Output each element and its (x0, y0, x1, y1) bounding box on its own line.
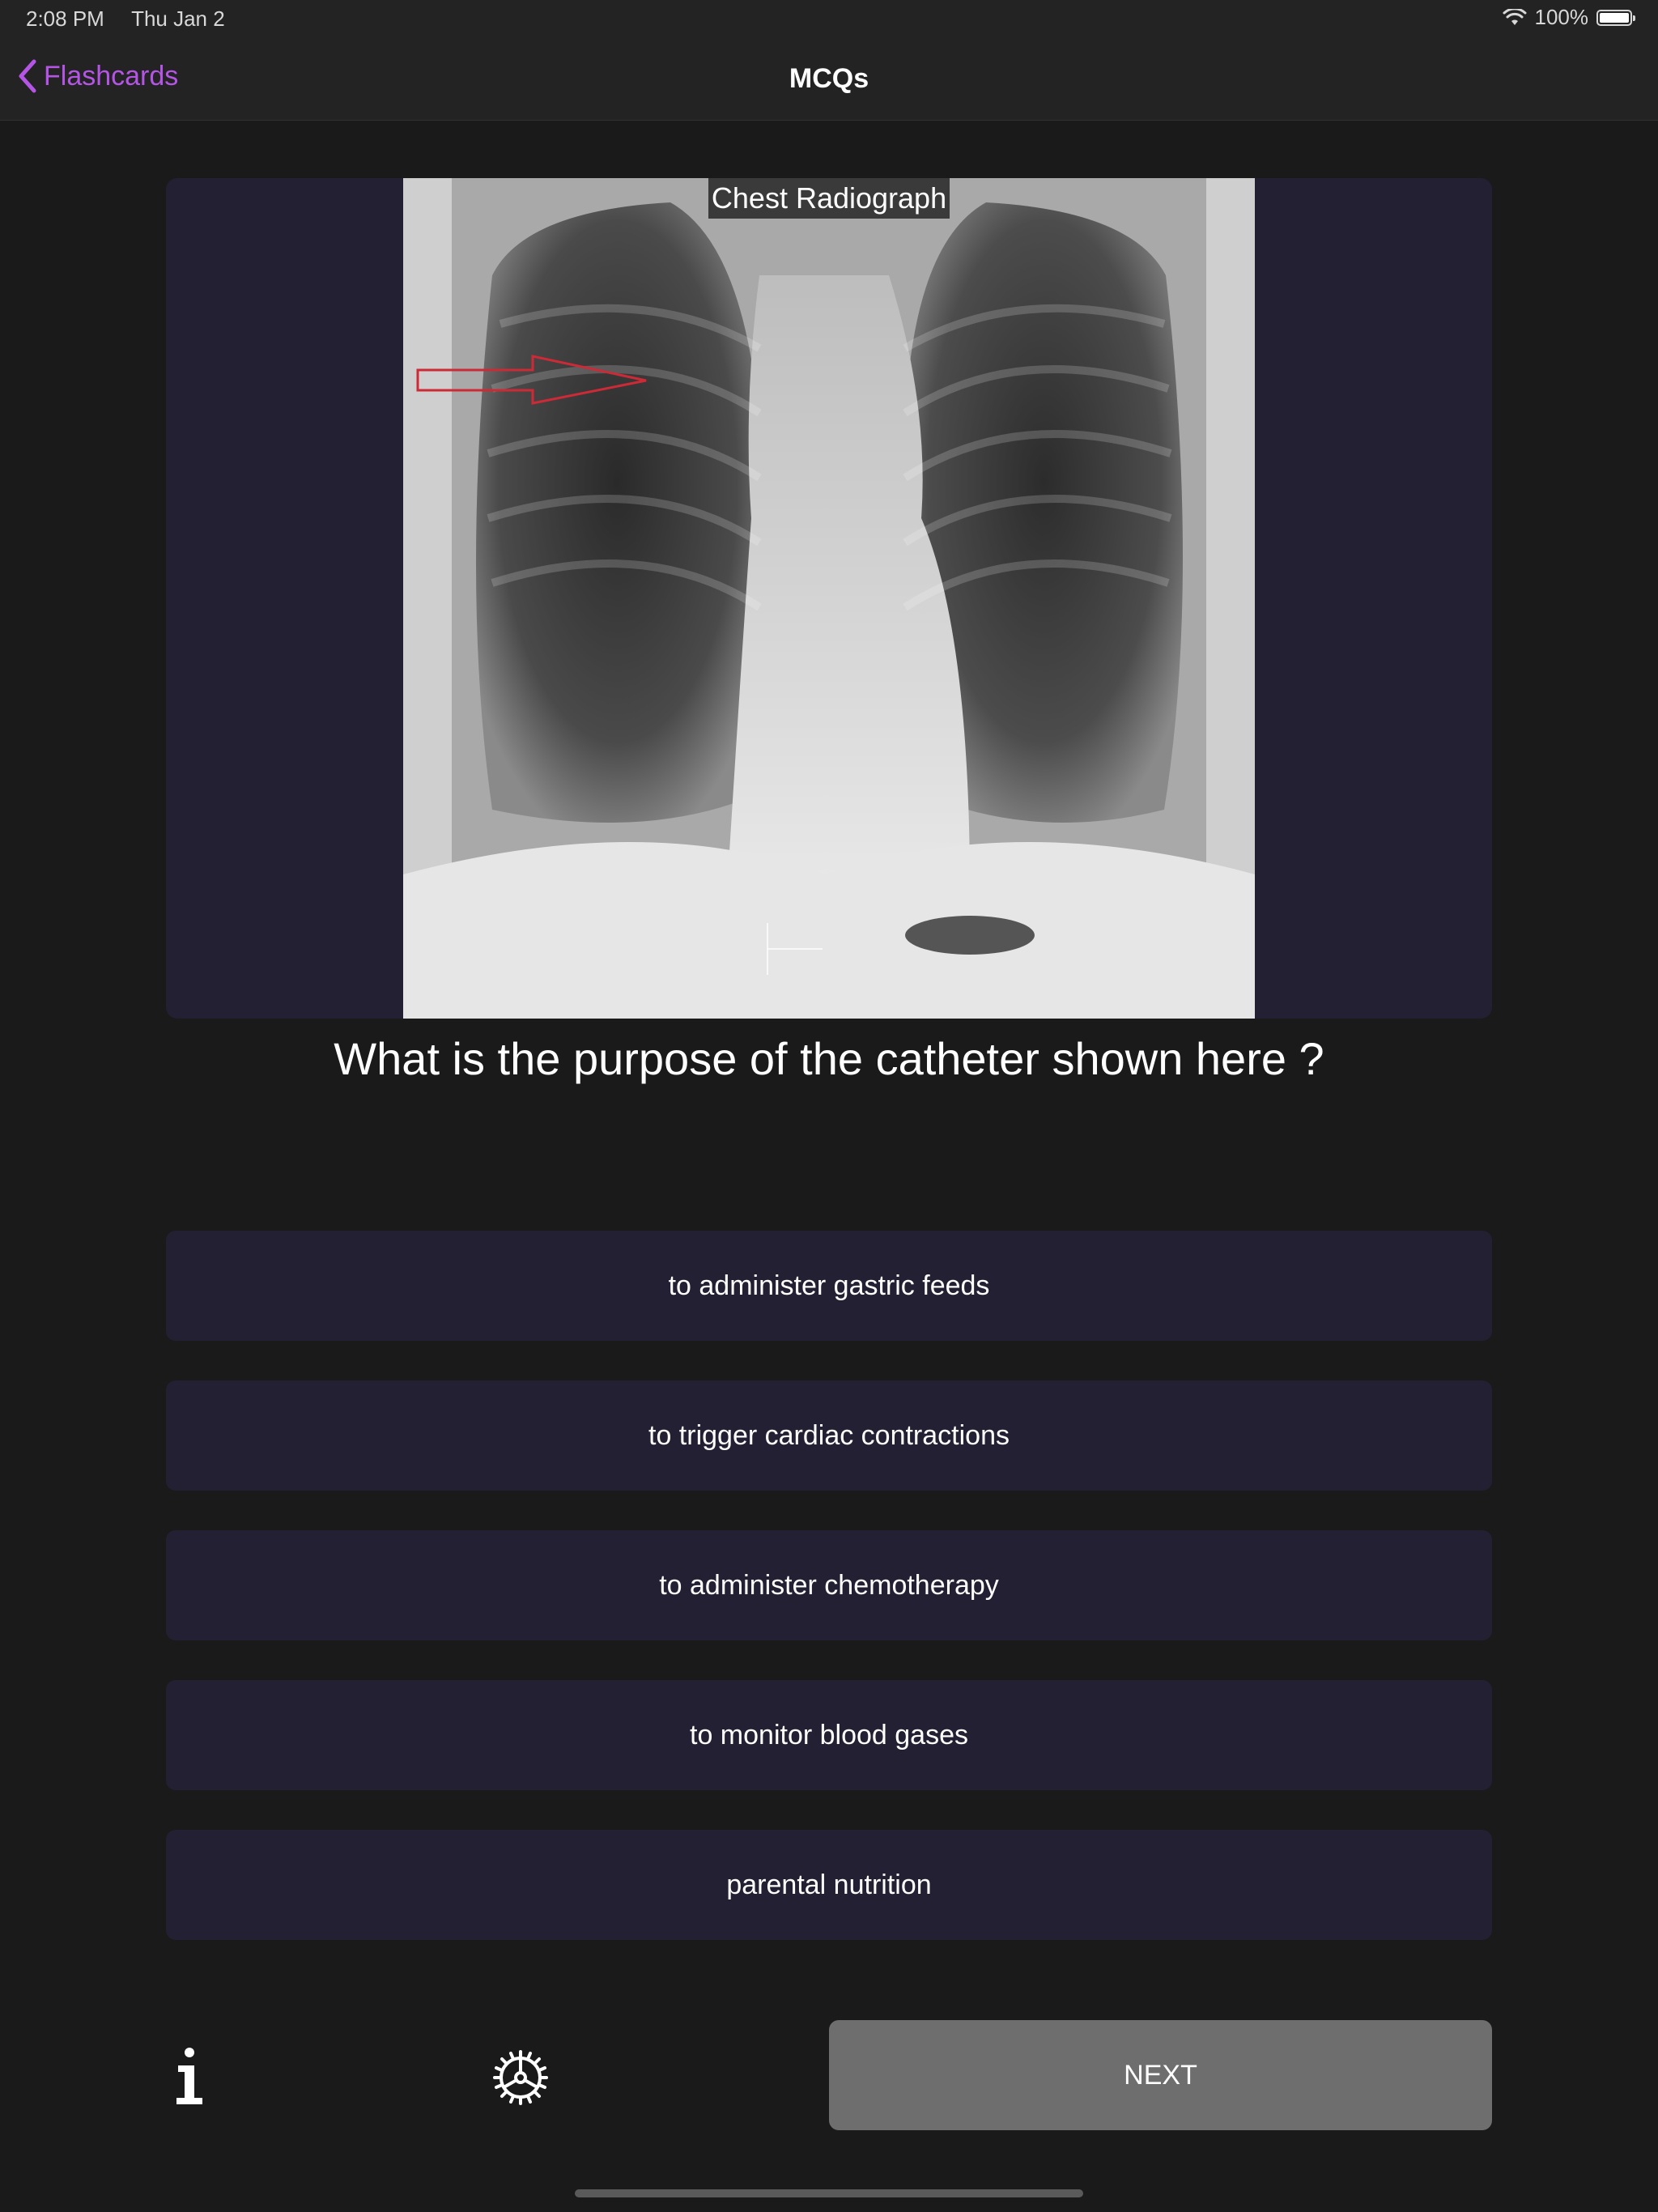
answer-option-5[interactable]: parental nutrition (166, 1830, 1492, 1940)
home-indicator (575, 2189, 1083, 2197)
chest-radiograph-image (403, 178, 1255, 1019)
status-time: 2:08 PM (26, 6, 104, 31)
question-text: What is the purpose of the catheter shown here ? (334, 1033, 1324, 1084)
battery-fill (1600, 13, 1629, 23)
settings-button[interactable] (492, 2049, 549, 2106)
answer-option-1[interactable]: to administer gastric feeds (166, 1231, 1492, 1341)
answer-option-3[interactable]: to administer chemotherapy (166, 1530, 1492, 1640)
battery-icon (1596, 10, 1632, 26)
battery-percent: 100% (1534, 5, 1588, 29)
page-title: MCQs (789, 63, 869, 94)
info-button[interactable] (172, 2044, 207, 2109)
status-time-date (26, 6, 225, 32)
status-indicators (1503, 5, 1633, 30)
answer-option-4[interactable]: to monitor blood gases (166, 1680, 1492, 1790)
navigation-bar (0, 39, 1658, 121)
bottom-toolbar (0, 2020, 1658, 2133)
status-date: Thu Jan 2 (131, 6, 225, 31)
answer-list (166, 1231, 1492, 1980)
next-button[interactable]: NEXT (829, 2020, 1492, 2130)
image-card (166, 178, 1492, 1019)
status-bar (0, 0, 1658, 39)
info-icon (172, 2044, 207, 2109)
image-caption: Chest Radiograph (708, 178, 950, 219)
answer-option-2[interactable]: to trigger cardiac contractions (166, 1380, 1492, 1491)
gear-icon (492, 2049, 549, 2106)
wifi-icon (1503, 9, 1527, 27)
back-button-label: Flashcards (44, 60, 179, 91)
